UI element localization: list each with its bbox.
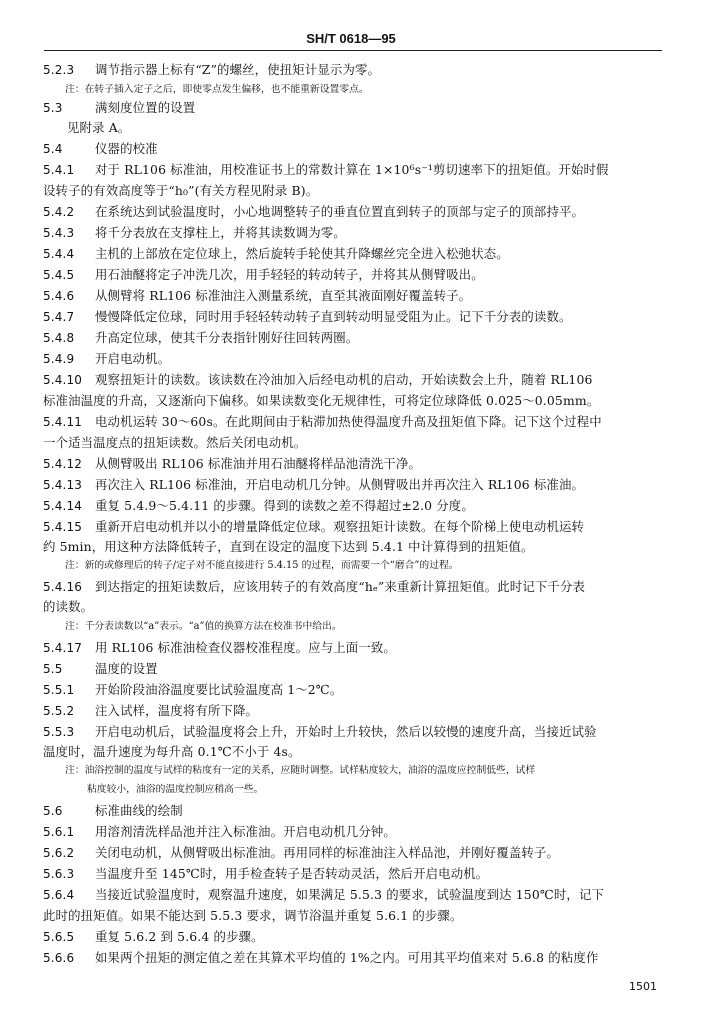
clause-line	[43, 264, 665, 285]
note-line: 注：千分表读数以“a”表示。“a”值的换算方法在校准书中给出。	[65, 621, 342, 632]
clause-text: 对于 RL106 标准油，用校准证书上的常数计算在 1×10⁶s⁻¹剪切速率下的扭矩值。开始时假	[95, 162, 609, 177]
clause-number: 5.6.4	[43, 888, 75, 902]
clause-text: 开始阶段油浴温度要比试验温度高 1～2℃。	[95, 682, 343, 697]
clause-text: 主机的上部放在定位球上，然后旋转手轮使其升降螺丝完全进入松弛状态。	[95, 246, 509, 261]
clause-number: 5.4.11	[43, 415, 83, 429]
clause-text: 开启电动机。	[95, 351, 171, 366]
clause-line	[43, 369, 665, 390]
clause-line	[43, 800, 665, 821]
body-line: 的读数。	[43, 599, 94, 614]
clause-number: 5.4.9	[43, 352, 75, 366]
clause-text: 仪器的校准	[95, 141, 158, 156]
clause-line	[43, 285, 665, 306]
clause-text: 到达指定的扭矩读数后，应该用转子的有效高度“hₑ”来重新计算扭矩值。此时记下千分表	[95, 579, 586, 594]
clause-number: 5.4.5	[43, 268, 75, 282]
clause-text: 重复 5.6.2 到 5.6.4 的步骤。	[95, 929, 264, 944]
clause-number: 5.4.16	[43, 580, 83, 594]
clause-number: 5.3	[43, 101, 63, 115]
clause-number: 5.4	[43, 142, 63, 156]
page-number: 1501	[629, 980, 657, 993]
clause-line	[43, 637, 665, 658]
clause-line	[43, 658, 665, 679]
clause-number: 5.6	[43, 804, 63, 818]
clause-number: 5.6.5	[43, 930, 75, 944]
clause-text: 重复 5.4.9～5.4.11 的步骤。得到的读数之差不得超过±2.0 分度。	[95, 498, 474, 513]
body-line: 标准油温度的升高，又逐渐向下偏移。如果读数变化无规律性，可将定位球降低 0.025～0.05mm。	[43, 393, 600, 408]
clause-text: 用石油醚将定子冲洗几次，用手轻轻的转动转子，并将其从侧臂吸出。	[95, 267, 484, 282]
clause-text: 满刻度位置的设置	[95, 100, 196, 115]
clause-line	[43, 99, 665, 117]
clause-number: 5.5.2	[43, 704, 75, 718]
clause-text: 从侧臂吸出 RL106 标准油并用石油醚将样品池清洗干净。	[95, 456, 422, 471]
clause-line	[43, 201, 665, 222]
clause-line	[43, 60, 665, 80]
note-line: 注：在转子插入定子之后，即使零点发生偏移，也不能重新设置零点。	[65, 84, 369, 95]
clause-line	[43, 348, 665, 369]
clause-number: 5.4.10	[43, 373, 83, 387]
body-line: 一个适当温度点的扭矩读数。然后关闭电动机。	[43, 435, 307, 450]
body-line: 温度时，温升速度为每升高 0.1℃不小于 4s。	[43, 744, 301, 759]
clause-line	[43, 821, 665, 842]
clause-text: 电动机运转 30～60s。在此期间由于粘滞加热使得温度升高及扭矩值下降。记下这个过程中	[95, 414, 602, 429]
clause-number: 5.4.1	[43, 163, 75, 177]
clause-text: 开启电动机后，试验温度将会上升，开始时上升较快，然后以较慢的速度升高，当接近试验	[95, 724, 597, 739]
clause-number: 5.4.4	[43, 247, 75, 261]
body-line: 见附录 A。	[67, 120, 131, 135]
clause-line	[43, 516, 665, 537]
clause-text: 关闭电动机，从侧臂吸出标准油。再用同样的标准油注入样品池，并刚好覆盖转子。	[95, 845, 560, 860]
clause-text: 如果两个扭矩的测定值之差在其算术平均值的 1%之内。可用其平均值来对 5.6.8 的粘度作	[95, 950, 599, 965]
clause-line	[43, 884, 665, 905]
clause-text: 将千分表放在支撑柱上，并将其读数调为零。	[95, 225, 346, 240]
clause-line	[43, 327, 665, 348]
clause-number: 5.4.17	[43, 641, 83, 655]
clause-text: 再次注入 RL106 标准油，开启电动机几分钟。从侧臂吸出并再次注入 RL106 标准油。	[95, 477, 585, 492]
clause-text: 温度的设置	[95, 661, 158, 676]
clause-line	[43, 306, 665, 327]
clause-number: 5.4.14	[43, 499, 83, 513]
clause-text: 标准曲线的绘制	[95, 803, 183, 818]
header-rule	[44, 50, 662, 51]
clause-line	[43, 159, 665, 180]
clause-line	[43, 863, 665, 884]
clause-line	[43, 453, 665, 474]
clause-number: 5.4.2	[43, 205, 75, 219]
clause-line	[43, 138, 665, 159]
clause-text: 从侧臂将 RL106 标准油注入测量系统，直至其液面刚好覆盖转子。	[95, 288, 472, 303]
clause-text: 慢慢降低定位球，同时用手轻轻转动转子直到转动明显受阻为止。记下千分表的读数。	[95, 309, 572, 324]
clause-line	[43, 222, 665, 243]
clause-text: 当温度升至 145℃时，用手检查转子是否转动灵活，然后开启电动机。	[95, 866, 489, 881]
body-line: 设转子的有效高度等于“h₀”(有关方程见附录 B)。	[43, 183, 319, 198]
standard-code-header: SH/T 0618—95	[306, 31, 396, 46]
clause-text: 重新开启电动机并以小的增量降低定位球。观察扭矩计读数。在每个阶梯上使电动机运转	[95, 519, 585, 534]
clause-text: 观察扭矩计的读数。该读数在冷油加入后经电动机的启动，开始读数会上升，随着 RL106	[95, 372, 593, 387]
clause-number: 5.6.6	[43, 951, 75, 965]
note-line: 粘度较小，油浴的温度控制应稍高一些。	[87, 784, 264, 795]
clause-number: 5.6.3	[43, 867, 75, 881]
clause-line	[43, 842, 665, 863]
clause-text: 当接近试验温度时，观察温升速度，如果满足 5.5.3 的要求，试验温度到达 150℃时，记下	[95, 887, 605, 902]
clause-text: 用 RL106 标准油检查仪器校准程度。应与上面一致。	[95, 640, 396, 655]
note-line: 注：油浴控制的温度与试样的粘度有一定的关系，应随时调整。试样粘度较大，油浴的温度应控制低些，试样	[65, 765, 536, 776]
clause-text: 在系统达到试验温度时，小心地调整转子的垂直位置直到转子的顶部与定子的顶部持平。	[95, 204, 585, 219]
clause-number: 5.5	[43, 662, 63, 676]
clause-number: 5.6.2	[43, 846, 75, 860]
clause-line	[43, 679, 665, 700]
clause-number: 5.5.3	[43, 725, 75, 739]
clause-number: 5.2.3	[43, 63, 75, 77]
clause-line	[43, 411, 665, 432]
clause-line	[43, 495, 665, 516]
clause-number: 5.4.12	[43, 457, 83, 471]
clause-text: 调节指示器上标有“Z”的螺丝，使扭矩计显示为零。	[95, 62, 381, 77]
clause-number: 5.4.8	[43, 331, 75, 345]
clause-line	[43, 926, 665, 947]
clause-number: 5.5.1	[43, 683, 75, 697]
clause-number: 5.4.15	[43, 520, 83, 534]
clause-number: 5.6.1	[43, 825, 75, 839]
clause-number: 5.4.7	[43, 310, 75, 324]
clause-number: 5.4.6	[43, 289, 75, 303]
clause-text: 用溶剂清洗样品池并注入标准油。开启电动机几分钟。	[95, 824, 396, 839]
note-line: 注：新的或修理后的转子/定子对不能直接进行 5.4.15 的过程，而需要一个“磨合”的过程。	[65, 560, 459, 571]
clause-line	[43, 721, 665, 742]
clause-text: 注入试样，温度将有所下降。	[95, 703, 259, 718]
clause-line	[43, 474, 665, 495]
clause-number: 5.4.13	[43, 478, 83, 492]
body-line: 约 5min，用这种方法降低转子，直到在设定的温度下达到 5.4.1 中计算得到的扭矩值。	[43, 539, 534, 554]
clause-text: 升高定位球，使其千分表指针刚好往回转两圈。	[95, 330, 359, 345]
clause-line	[43, 947, 665, 968]
clause-line	[43, 700, 665, 721]
body-line: 此时的扭矩值。如果不能达到 5.5.3 要求，调节浴温并重复 5.6.1 的步骤。	[43, 908, 463, 923]
clause-line	[43, 243, 665, 264]
clause-line	[43, 576, 665, 597]
clause-number: 5.4.3	[43, 226, 75, 240]
document-body	[43, 60, 665, 968]
